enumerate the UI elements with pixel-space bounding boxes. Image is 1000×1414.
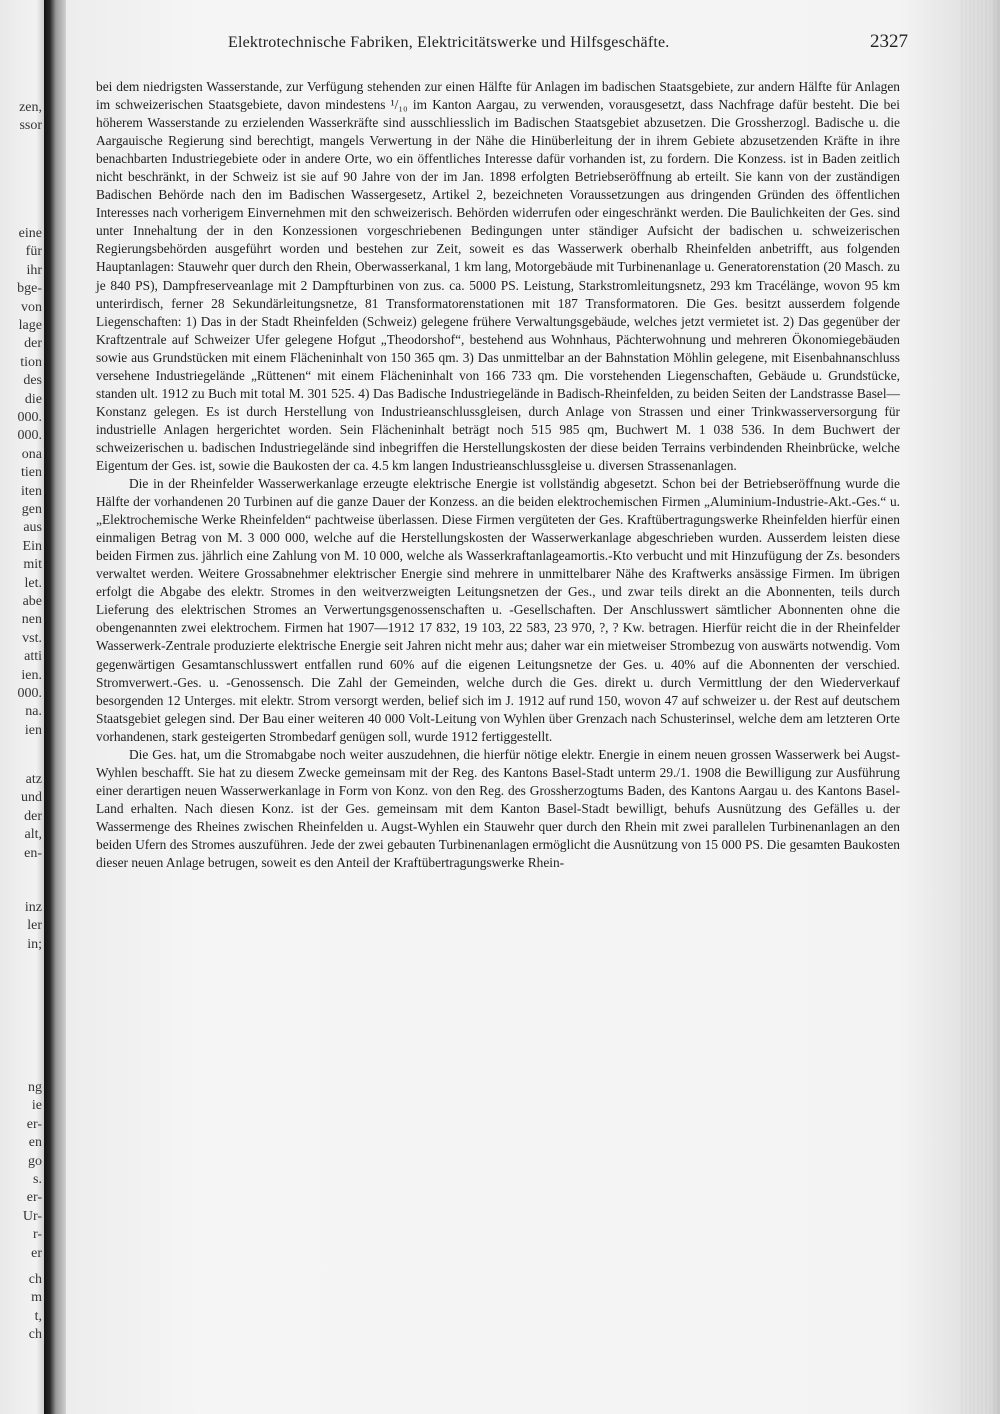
previous-page-fragment: t, xyxy=(34,1308,42,1324)
previous-page-fragment: eine xyxy=(18,226,42,241)
previous-page-fragment: tien xyxy=(21,465,42,481)
previous-page-fragment: ch xyxy=(28,1272,42,1287)
previous-page-fragment: ien xyxy=(24,722,42,738)
previous-page-fragment: die xyxy=(24,391,42,407)
previous-page-fragment: in; xyxy=(27,936,42,952)
previous-page-fragment: er- xyxy=(26,1190,42,1206)
previous-page-fragment: nen xyxy=(21,612,42,628)
previous-page-fragment: und xyxy=(21,790,42,806)
previous-page-fragment: atz xyxy=(25,772,42,787)
previous-page-fragment: der xyxy=(24,336,42,352)
binding-gutter xyxy=(44,0,66,1414)
previous-page-fragment: er xyxy=(31,1245,42,1261)
previous-page-fragment: s. xyxy=(33,1172,42,1187)
previous-page-fragment: 000. xyxy=(17,686,42,701)
previous-page-fragment: en xyxy=(28,1135,42,1151)
previous-page-fragment: 000. xyxy=(17,428,42,444)
previous-page-fragment: er- xyxy=(26,1116,42,1132)
paragraph: bei dem niedrigsten Wasserstande, zur Verfügung stehenden zur einen Hälfte für Anlagen im badischen Staatsgebiete, zur andern Hälfte für Anlagen im schweizerischen Staatsgebiete, davon mindestens ¹/₁₀ im Kanton Aargau, zu verwenden, vorausgesetzt, dass Nachfrage dafür besteht. Die bei höherem Wasserstande zu erzielenden Wasserkräfte sind ausschliesslich im Badischen Staatsgebiet abzusetzen. Die Grossherzogl. Badische u. die Aargauische Regierung sind berechtigt, mangels Verwertung in der Nähe die Hinüberleitung der in ihrem Gebiete abzusetzenden Kräfte in ihre benachbarten Industriegebiete oder in andere Orte, wo ein öffentliches Interesse dafür vorhanden ist, zu fordern. Die Konzess. ist in Baden zeitlich nicht beschränkt, in der Schweiz ist sie auf 90 Jahre von der im Jan. 1898 erfolgten Betriebseröffnung ab erteilt. Sie kann von der zuständigen Badischen Behörde nach den im Badischen Wassergesetz, Artikel 2, bezeichneten Voraussetzungen aus dringenden Gründen des öffentlichen Interesses nach vorherigem Einvernehmen mit den schweizerisch. Behörden widerrufen oder eingeschränkt werden. Die Baulichkeiten der Ges. sind unter Innehaltung der in den Konzessionen vorgeschriebenen Bedingungen unter ständiger Aufsicht der badischen u. schweizerischen Regierungsbehörden ausgeführt worden und bestehen zur Zeit, soweit es das Wasserwerk oberhalb Rheinfelden anbetrifft, aus folgenden Hauptanlagen: Stauwehr quer durch den Rhein, Oberwasserkanal, 1 km lang, Motorgebäude mit Turbinenanlage u. Generatorenstation (20 Masch. zu je 840 PS), Dampfreserveanlage mit 2 Dampfturbinen von zus. ca. 5000 PS. Leistung, Starkstromleitungsnetz, 293 km Tracélänge, wovon 95 km unterirdisch, ferner 28 Sekundärleitungsnetze, 81 Transformatorenstationen mit 187 Transformatoren. Die Ges. besitzt ausserdem folgende Liegenschaften: 1) Das in der Stadt Rheinfelden (Schweiz) gelegene frühere Verwaltungsgebäude, welches jetzt vermietet ist. 2) Das gegenüber der Kraftzentrale auf Schweizer Ufer gelegene Hofgut „Theodorshof“, bestehend aus Wohnhaus, Pächterwohnung und mehreren Ökonomiegebäuden sowie aus Grundstücken mit einem Flächeninhalt von 150 365 qm. 3) Das unmittelbar an der Bahnstation Möhlin gelegene, mit Eisenbahnanschluss versehene Industriegelände „Rüttenen“ mit einem Flächeninhalt von 166 733 qm. Die vorstehenden Liegenschaften, Gebäude u. Grundstücke, standen ult. 1912 zu Buch mit total M. 301 525. 4) Das Badische Industriegelände in Badisch-Rheinfelden, zu beiden Seiten der Landstrasse Basel—Konstanz gelegen. Es ist durch Herstellung von Industrieanschlussgleisen, durch Anlage von Strassen und einer Trinkwasserversorgung für industrielle Anlagen hergerichtet worden. Sein Flächeninhalt beträgt noch 515 985 qm, Buchwert M. 1 038 536. In dem Buchwert der schweizerischen u. badischen Industriegelände sind inbegriffen die Herstellungskosten der diese beiden Terrains verbindenden Rheinbrücke, welche Eigentum der Ges. ist, sowie die Baukosten der ca. 4.5 km langen Industrieanschlussgleise u. diversen Strassenanlagen. xyxy=(96,79,900,473)
running-title: Elektrotechnische Fabriken, Elektricitätswerke und Hilfsgeschäfte. xyxy=(228,34,670,51)
previous-page-fragment: inz xyxy=(24,900,42,915)
previous-page-fragment: mit xyxy=(23,557,42,573)
previous-page-fragment: vst. xyxy=(22,630,42,646)
previous-page-fragment: für xyxy=(25,244,42,260)
previous-page-fragment: aus xyxy=(23,520,42,536)
previous-page-fragment: en- xyxy=(24,845,42,861)
previous-page-fragment: bge- xyxy=(17,281,42,297)
paragraph: Die Ges. hat, um die Stromabgabe noch weiter auszudehnen, die hierfür nötige elektr. Energie in einem neuen grossen Wasserwerk bei Augst-Wyhlen beschafft. Sie hat zu diesem Zwecke gemeinsam mit der Reg. des Kantons Basel-Stadt unterm 29./1. 1908 die Bewilligung zur Ausführung einer derartigen neuen Wasserwerkanlage in Form von Konz. von den Reg. des Grossherzogtums Baden, des Kantons Aargau u. des Kantons Basel-Land erhalten. Nach diesen Konz. ist der Ges. gemeinsam mit dem Kanton Basel-Stadt bewilligt, behufs Ausnützung des Gefälles u. der Wassermenge des Rheines zwischen Rheinfelden u. Augst-Wyhlen ein Stauwehr quer durch den Rhein mit zwei parallelen Turbinenanlagen an den beiden Ufern des Stromes auszuführen. Jede der zwei gebauten Turbinenanlagen ermöglicht die Ausnützung von 15 000 PS. Die gesamten Baukosten dieser neuen Anlage betrugen, soweit es den Anteil der Kraftübertragungswerke Rhein- xyxy=(96,746,900,871)
paragraph: Die in der Rheinfelder Wasserwerkanlage erzeugte elektrische Energie ist vollständig abgesetzt. Schon bei der Betriebseröffnung wurde die Hälfte der vorhandenen 20 Turbinen auf die ganze Dauer der Konzess. an die beiden elektrochemischen Firmen „Aluminium-Industrie-Akt.-Ges.“ u. „Elektrochemische Werke Rheinfelden“ pachtweise überlassen. Diese Firmen vergüteten der Ges. Kraftübertragungswerke Rheinfelden hierfür einen einmaligen Betrag von M. 3 000 000, welche auf die Herstellungskosten der Wasserwerkanlage abgeschrieben wurden. Ausserdem leisten diese beiden Firmen zus. jährlich eine Zahlung von M. 10 000, welche als Wasserkraftanlageamortis.-Kto verbucht und mit Hinzufügung der Zs. besonders verwaltet werden. Weitere Grossabnehmer elektrischer Energie sind mehrere in unmittelbarer Nähe des Kraftwerks ansässige Firmen. Im übrigen erfolgt die Abgabe des elektr. Stromes in den weitverzweigten Leitungsnetzen der Ges., und zwar teils direkt an die Abonnenten, teils durch Lieferung des elektrischen Stromes an Verwertungsgenossenschaften u. -Gesellschaften. Der Anschlusswert sämtlicher Abonnenten ohne die obengenannten zwei elektrochem. Firmen hat 1907—1912 17 832, 19 103, 22 583, 23 970, ?, ? Kw. betragen. Hierfür reicht die in der Rheinfelder Wasserwerk-Zentrale produzierte elektrische Energie seit Jahren nicht mehr aus; daher war ein mietweiser Strombezug von auswärts notwendig. Vom gegenwärtigen Gesamtanschlusswert entfallen rund 60% auf die eigenen Leitungsnetze der Ges. u. 40% auf die Abonnenten der verschied. Stromverwert.-Ges. u. -Genossensch. Die Zahl der Gemeinden, welche durch die Ges. direkt u. durch Vermittlung der den Wiederverkauf besorgenden 12 Unterges. mit elektr. Strom versorgt werden, belief sich im J. 1912 auf rund 150, wovon 47 auf schweizer u. der Rest auf deutschem Staatsgebiet gelegen sind. Der Bau einer weiteren 40 000 Volt-Leitung von Wyhlen über Grenzach nach Schusterinsel, welche dem am letzteren Orte vorhandenen, stark gesteigerten Strombedarf genügen soll, wurde 1912 fertiggestellt. xyxy=(96,476,900,744)
previous-page-fragment: ien. xyxy=(21,667,42,683)
previous-page-fragment: abe xyxy=(22,594,42,609)
previous-page-fragment: ie xyxy=(31,1098,42,1114)
previous-page-fragment: r- xyxy=(32,1227,42,1243)
previous-page-fragment: go xyxy=(28,1153,42,1169)
previous-page-fragment: tion xyxy=(20,354,42,370)
previous-page-fragment: na. xyxy=(25,704,42,720)
previous-page-fragment: 000. xyxy=(17,410,42,425)
previous-page-fragment: Ur- xyxy=(22,1208,42,1224)
page-number: 2327 xyxy=(870,31,908,52)
previous-page-fragment: ona xyxy=(21,446,42,462)
previous-page-fragment: ng xyxy=(28,1080,42,1095)
previous-page-fragment: let. xyxy=(24,575,42,591)
previous-page-fragment: ihr xyxy=(26,262,42,278)
previous-page-fragment: gen xyxy=(21,502,42,517)
previous-page-edge xyxy=(0,0,44,1414)
previous-page-fragment: atti xyxy=(24,649,42,665)
previous-page-fragment: der xyxy=(24,808,42,824)
previous-page-fragment: iten xyxy=(21,483,42,499)
previous-page-fragment: ler xyxy=(27,918,42,934)
previous-page-fragment: ch xyxy=(28,1327,42,1343)
previous-page-fragment: ssor xyxy=(19,118,42,134)
previous-page-fragment: Ein xyxy=(22,538,42,554)
previous-page-fragment: m xyxy=(31,1290,42,1306)
previous-page-fragment: lage xyxy=(18,318,42,333)
page-edge-shadow xyxy=(960,0,1000,1414)
body-text xyxy=(96,78,900,872)
previous-page-fragment: zen, xyxy=(19,100,42,115)
previous-page-fragment: von xyxy=(21,299,42,315)
previous-page-fragment: des xyxy=(23,373,42,389)
previous-page-fragment: alt, xyxy=(24,827,42,843)
